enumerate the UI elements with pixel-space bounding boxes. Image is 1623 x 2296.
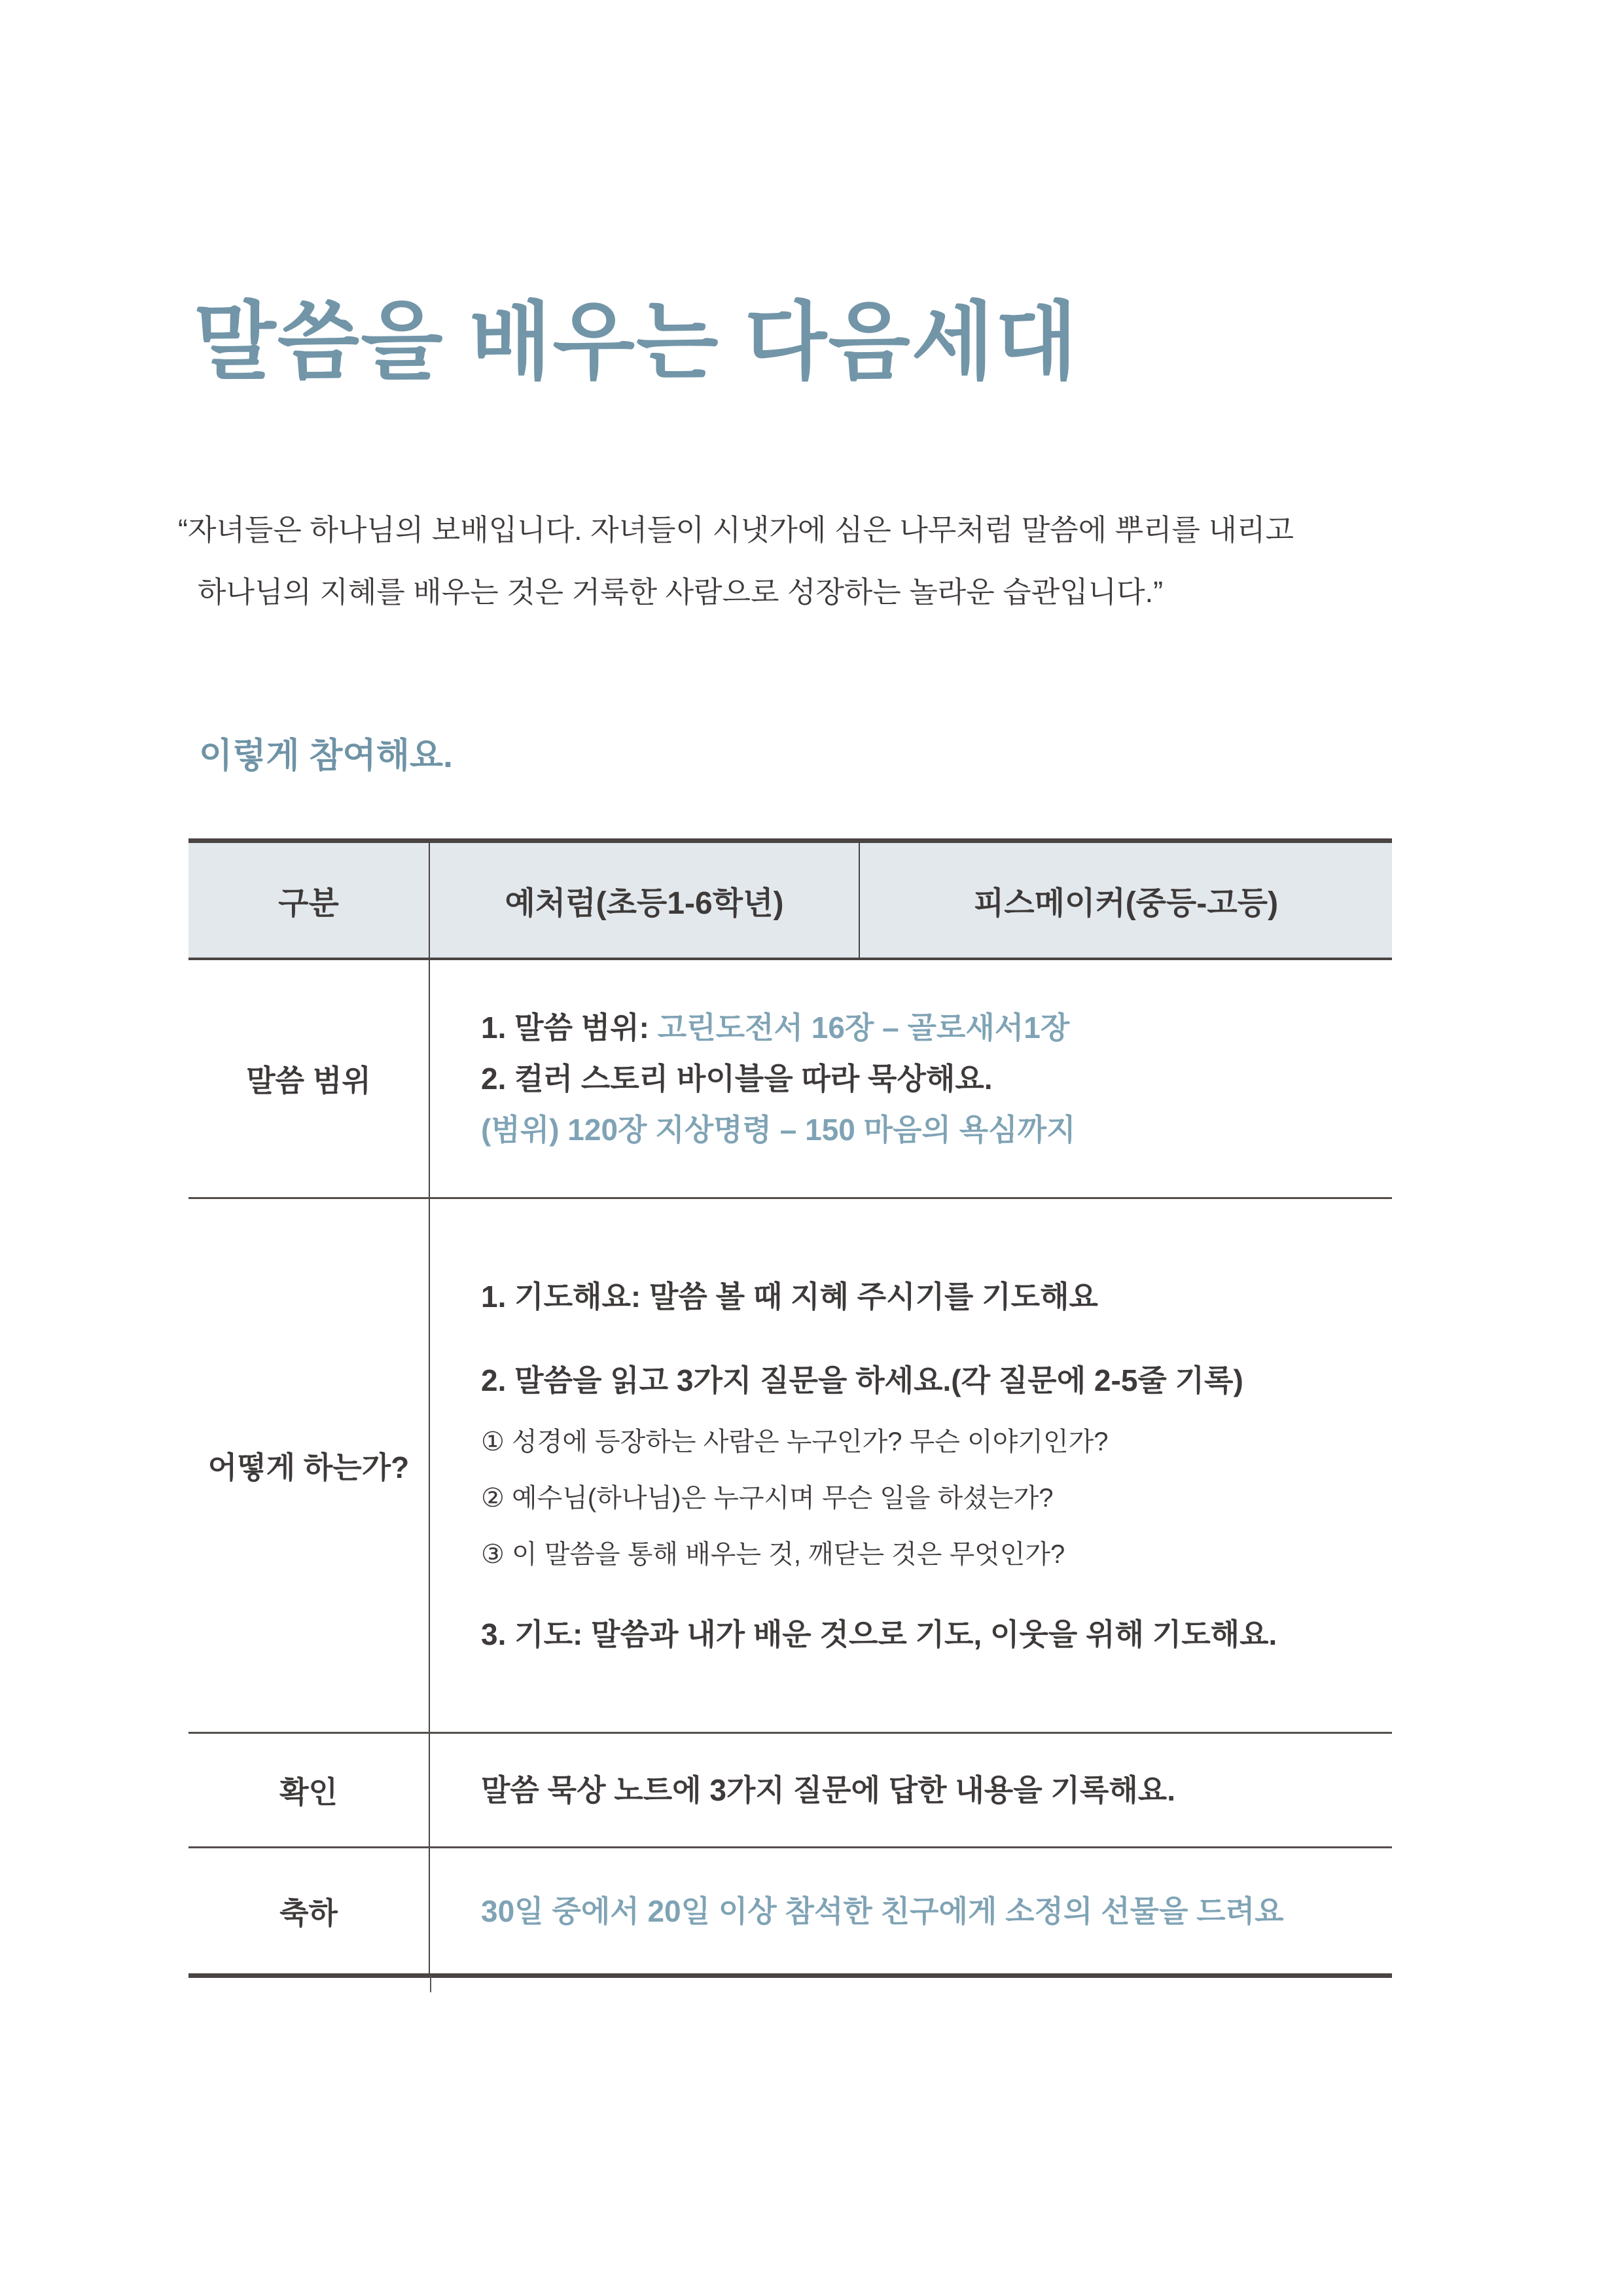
page-title: 말씀을 배우는 다음세대 [194, 294, 1079, 389]
row-label-check: 확인 [188, 1734, 430, 1846]
how-to-step-2: 2. 말씀을 읽고 3가지 질문을 하세요.(각 질문에 2-5줄 기록) [481, 1363, 1243, 1397]
participation-table [188, 838, 1392, 1978]
congratulation-text: 30일 중에서 20일 이상 참석한 친구에게 소정의 선물을 드려요 [481, 1893, 1284, 1928]
column-divider-overhang [430, 1975, 431, 1992]
row-label-congratulation: 축하 [188, 1848, 430, 1973]
how-to-step-3: 3. 기도: 말씀과 내가 배운 것으로 기도, 이웃을 위해 기도해요. [481, 1617, 1277, 1651]
row-content-scripture-scope [430, 960, 1392, 1197]
scope-line-3: (범위) 120장 지상명령 – 150 마음의 욕심까지 [481, 1113, 1076, 1147]
intro-quote-line-2: 하나님의 지혜를 배우는 것은 거룩한 사람으로 성장하는 놀라운 습관입니다.” [198, 575, 1164, 609]
scope-line-2: 2. 컬러 스토리 바이블을 따라 묵상해요. [481, 1062, 993, 1096]
header-cell-elementary: 예처럼(초등1-6학년) [430, 843, 860, 958]
section-heading: 이렇게 참여해요. [199, 736, 453, 775]
intro-quote-line-1: “자녀들은 하나님의 보배입니다. 자녀들이 시냇가에 심은 나무처럼 말씀에 뿌리를 내리고 [178, 513, 1294, 547]
table-row-check [188, 1734, 1392, 1848]
scope-line-1 [481, 1002, 1069, 1053]
how-to-question-3: ③ 이 말씀을 통해 배우는 것, 깨닫는 것은 무엇인가? [481, 1540, 1065, 1569]
row-content-congratulation [430, 1848, 1392, 1973]
row-content-how-to [430, 1199, 1392, 1732]
how-to-question-2: ② 예수님(하나님)은 누구시며 무슨 일을 하셨는가? [481, 1484, 1054, 1513]
how-to-question-1: ① 성경에 등장하는 사람은 누구인가? 무슨 이야기인가? [481, 1427, 1109, 1456]
table-header-row [188, 843, 1392, 960]
table-row-congratulation [188, 1848, 1392, 1973]
row-content-check [430, 1734, 1392, 1846]
table-row-how-to [188, 1199, 1392, 1734]
scope-line-1-prefix: 1. 말씀 범위: [481, 1011, 658, 1045]
row-label-how-to: 어떻게 하는가? [188, 1199, 430, 1732]
row-label-scripture-scope: 말씀 범위 [188, 960, 430, 1197]
header-cell-category: 구분 [188, 843, 430, 958]
how-to-step-1: 1. 기도해요: 말씀 볼 때 지혜 주시기를 기도해요 [481, 1280, 1098, 1314]
scope-line-1-range: 고린도전서 16장 – 골로새서1장 [657, 1011, 1070, 1045]
table-row-scripture-scope [188, 960, 1392, 1199]
check-text: 말씀 묵상 노트에 3가지 질문에 답한 내용을 기록해요. [481, 1773, 1175, 1807]
header-cell-middle-high: 피스메이커(중등-고등) [973, 886, 1279, 921]
intro-quote [178, 499, 1294, 623]
